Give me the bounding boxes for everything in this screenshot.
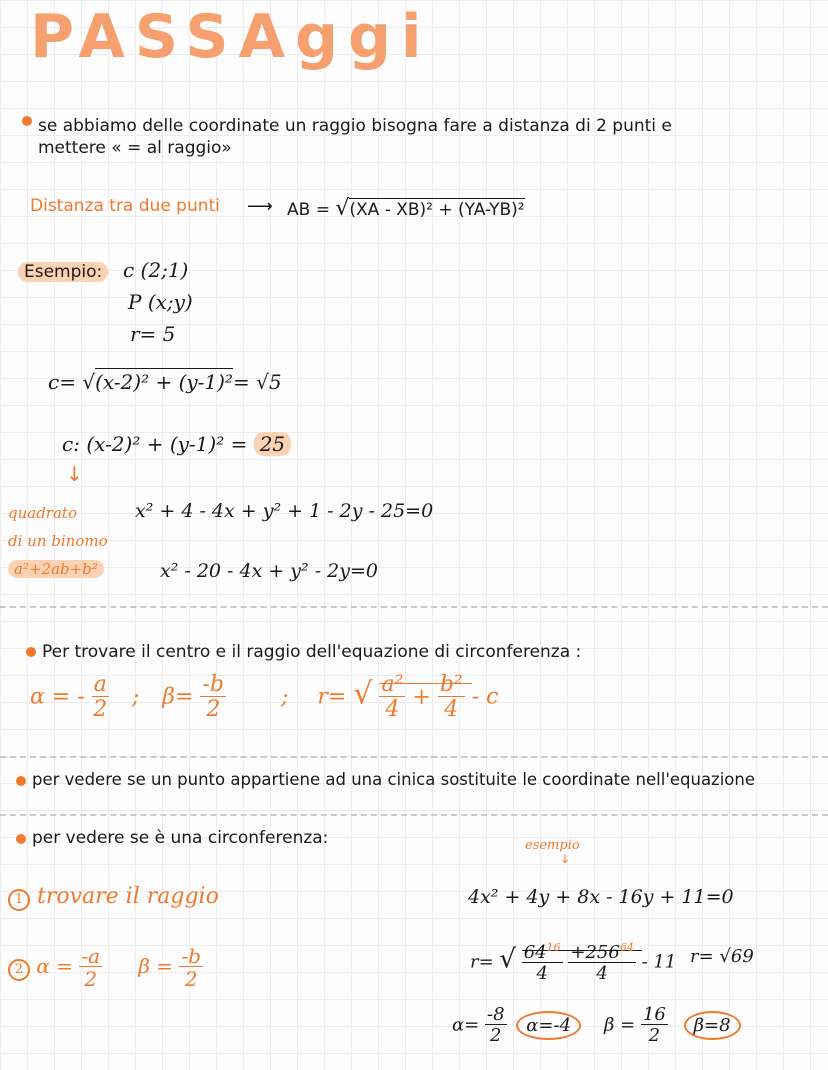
example-beta: β = $\frac{16}{2}$ β=8: [604, 1006, 741, 1045]
arrow-down-icon: ↓: [560, 852, 571, 866]
divider: [0, 814, 828, 816]
distance-formula: AB = √(XA - XB)² + (YA-YB)²: [287, 196, 525, 221]
bullet-text: per vedere se un punto appartiene ad una cinica sostituite le coordinate nell'equazione: [32, 770, 756, 789]
equation-4: x² - 20 - 4x + y² - 2y=0: [160, 560, 378, 582]
center-coords: c (2;1): [123, 258, 189, 282]
note-formula: a²+2ab+b²: [8, 560, 104, 578]
bullet-dot: [16, 834, 26, 844]
equation-3: x² + 4 - 4x + y² + 1 - 2y - 25=0: [135, 500, 434, 522]
example-note: esempio: [525, 838, 580, 853]
bullet-dot: [26, 647, 36, 657]
step-1: 1 trovare il raggio: [8, 884, 219, 911]
example-alpha: α= $\frac{-8}{2}$ α=-4: [452, 1006, 581, 1045]
bullet-dot: [16, 776, 26, 786]
arrow-down-icon: ↓: [66, 462, 83, 486]
note-text: quadrato: [8, 504, 77, 522]
page-title: PASSAggi: [30, 2, 432, 72]
bullet-text: se abbiamo delle coordinate un raggio bisogna fare a distanza di 2 punti e: [38, 116, 672, 136]
bullet-text: mettere « = al raggio»: [38, 138, 232, 158]
bullet-text: per vedere se è una circonferenza:: [32, 828, 329, 848]
equation-2: c: (x-2)² + (y-1)² = 25: [62, 432, 291, 456]
step-2: 2 α = $\frac{-a}{2}$ β = $\frac{-b}{2}$: [8, 946, 203, 989]
bullet-text: Per trovare il centro e il raggio dell'equazione di circonferenza :: [42, 642, 582, 662]
example-label: Esempio:: [18, 262, 108, 282]
bullet-dot: [22, 116, 32, 126]
point-coords: P (x;y): [128, 290, 193, 314]
example-radius-result: r= √69: [690, 946, 754, 967]
divider: [0, 756, 828, 758]
note-text: di un binomo: [8, 532, 108, 550]
divider: [0, 606, 828, 608]
equation-1: c= √(x-2)² + (y-1)²= √5: [48, 370, 282, 394]
radius-value: r= 5: [130, 322, 176, 346]
center-formulas: α = - $\frac{a}{2}$ ; β= $\frac{-b}{2}$ ; r= √ $\frac{\text{a²}}{4}$ + $\frac{\text{b²}}{4}$ - c: [30, 672, 499, 722]
distance-label: Distanza tra due punti: [30, 196, 220, 216]
example-radius: r= √ $\frac{64^{16}}{4}$ $\frac{+256^{64}}{4}$ - 11: [470, 941, 677, 984]
arrow-icon: ⟶: [247, 196, 273, 217]
example-equation: 4x² + 4y + 8x - 16y + 11=0: [468, 886, 734, 908]
